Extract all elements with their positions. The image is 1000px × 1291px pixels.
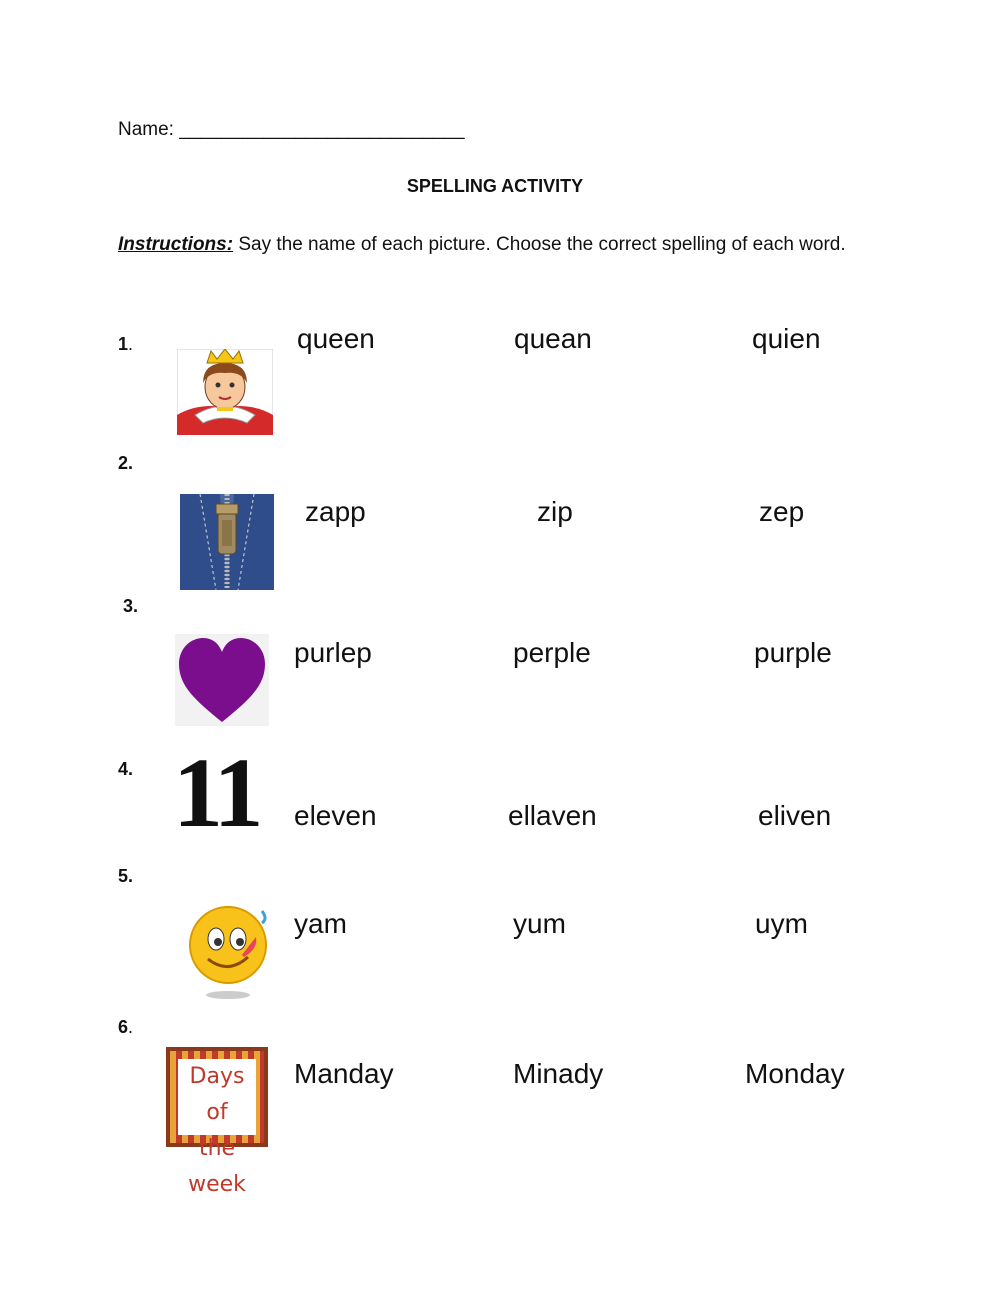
option-word[interactable]: Monday (745, 1058, 845, 1089)
option-word[interactable]: queen (297, 323, 375, 354)
option-word[interactable]: yam (294, 908, 347, 939)
option-word[interactable]: Minady (513, 1058, 604, 1089)
item-number: 1. (118, 334, 134, 354)
option-word[interactable]: perple (513, 637, 591, 668)
instructions-text: Say the name of each picture. Choose the correct spelling of each word. (233, 234, 846, 255)
instructions (118, 231, 878, 259)
item-number: 5. (118, 866, 134, 886)
option-word[interactable]: Manday (294, 1058, 394, 1089)
option-word[interactable]: zapp (305, 496, 366, 527)
zipper-icon (180, 494, 274, 590)
option-word[interactable]: eleven (294, 800, 377, 831)
queen-picture (177, 349, 273, 435)
purple-heart-picture (175, 634, 269, 726)
queen-icon (177, 349, 273, 435)
option-word[interactable]: purlep (294, 637, 372, 668)
option-word[interactable]: ellaven (508, 800, 597, 831)
emoji-icon (186, 901, 272, 1001)
yum-emoji-picture (186, 901, 272, 1001)
zipper-picture (180, 494, 274, 590)
days-of-week-line1: Days of (189, 1064, 245, 1125)
option-word[interactable]: quean (514, 323, 592, 354)
option-word[interactable]: zep (759, 496, 805, 527)
option-word[interactable]: purple (754, 637, 832, 668)
page-title: SPELLING ACTIVITY (406, 176, 584, 196)
item-number: 2. (118, 453, 134, 473)
item-number: 3. (123, 596, 139, 616)
option-word[interactable]: yum (513, 908, 566, 939)
instructions-label: Instructions: (118, 234, 234, 255)
name-field-label: Name: ___________________________ (118, 119, 465, 140)
option-word[interactable]: quien (752, 323, 821, 354)
item-number: 6. (118, 1017, 134, 1037)
days-of-week-line2: the week (188, 1136, 246, 1197)
option-word[interactable]: uym (755, 908, 808, 939)
heart-icon (175, 634, 269, 726)
option-word[interactable]: eliven (758, 800, 832, 831)
option-word[interactable]: zip (537, 496, 573, 527)
item-number: 4. (118, 759, 134, 779)
number-eleven-picture: 11 (173, 737, 260, 848)
days-of-week-picture (166, 1047, 268, 1197)
